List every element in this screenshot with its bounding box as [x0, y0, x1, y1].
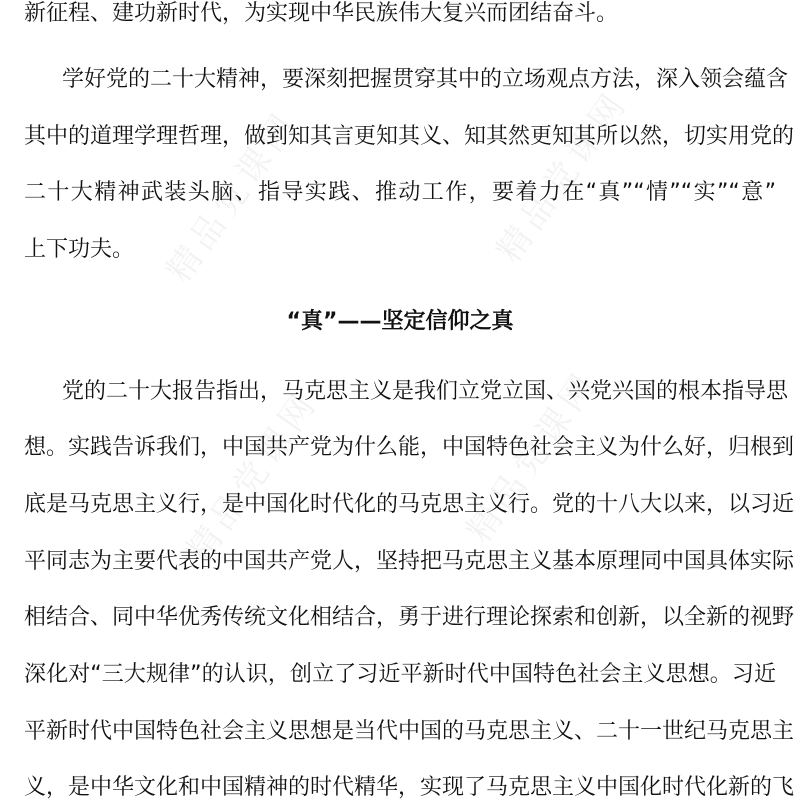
paragraph-line: 二十大精神武装头脑、指导实践、推动工作，要着力在“真”“情”“实”“意” [24, 180, 776, 205]
paragraph-line: 学好党的二十大精神，要深刻把握贯穿其中的立场观点方法，深入领会蕴含 [62, 67, 789, 92]
watermark: 精品党课网 [159, 103, 307, 290]
paragraph-line: 上下功夫。 [24, 237, 135, 262]
paragraph-line: 底是马克思主义行，是中国化时代化的马克思主义行。党的十八大以来，以习近 [24, 492, 795, 517]
paragraph-line: 深化对“三大规律”的认识，创立了习近平新时代中国特色社会主义思想。习近 [24, 662, 776, 687]
section-heading: “真”——坚定信仰之真 [286, 309, 514, 334]
paragraph-line: 平新时代中国特色社会主义思想是当代中国的马克思主义、二十一世纪马克思主 [24, 719, 795, 744]
watermark: 精品党课网 [179, 383, 327, 570]
paragraph-line: 义，是中华文化和中国精神的时代精华，实现了马克思主义中国化时代化新的飞 [24, 775, 795, 800]
watermark: 精品党课网 [489, 83, 637, 270]
paragraph-line: 想。实践告诉我们，中国共产党为什么能，中国特色社会主义为什么好，归根到 [24, 435, 795, 460]
watermark: 精品党课网 [459, 363, 607, 550]
paragraph-line: 党的二十大报告指出，马克思主义是我们立党立国、兴党兴国的根本指导思 [62, 379, 789, 404]
paragraph-line: 新征程、建功新时代，为实现中华民族伟大复兴而团结奋斗。 [24, 1, 619, 26]
paragraph-line: 相结合、同中华优秀传统文化相结合，勇于进行理论探索和创新，以全新的视野 [24, 605, 795, 630]
paragraph-line: 其中的道理学理哲理，做到知其言更知其义、知其然更知其所以然，切实用党的 [24, 124, 795, 149]
paragraph-line: 平同志为主要代表的中国共产党人，坚持把马克思主义基本原理同中国具体实际 [24, 549, 795, 574]
